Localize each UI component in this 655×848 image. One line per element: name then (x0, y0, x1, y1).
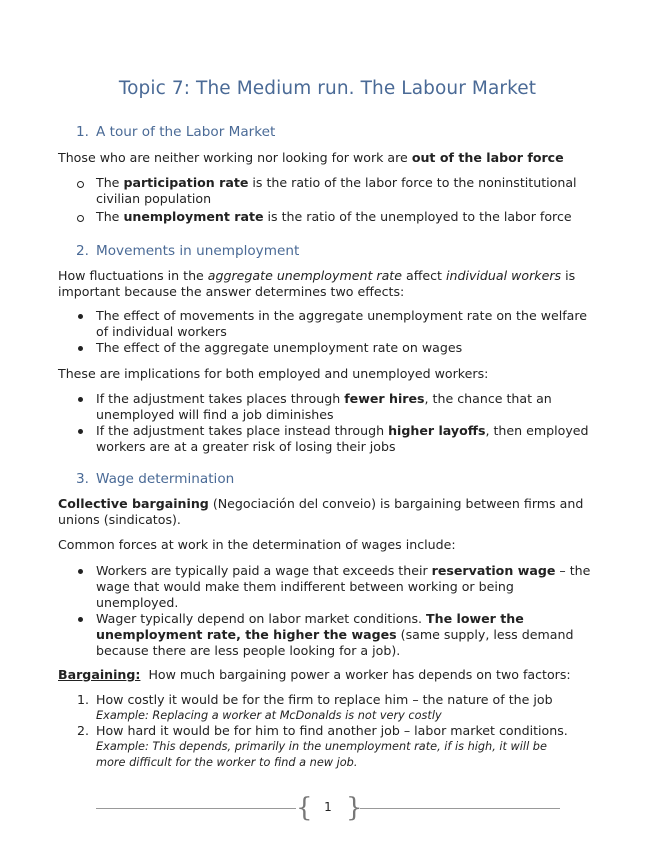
list-item: The effect of movements in the aggregate unemployment rate on the welfare of individual workers (96, 308, 588, 339)
bold-text: higher layoffs (388, 423, 486, 438)
text: , then employed workers are at a greater risk of losing their jobs (96, 423, 589, 454)
text: (same supply, less demand because there are less people looking for a job). (96, 627, 574, 658)
bullet-icon (78, 397, 83, 402)
bullet-icon (78, 314, 83, 319)
section-title: Movements in unemployment (96, 243, 300, 259)
section-title: Wage determination (96, 471, 235, 487)
paragraph (58, 268, 603, 300)
bold-text: unemployment rate (123, 209, 264, 224)
bold-text: reservation wage (431, 563, 556, 578)
footer-rule-right (360, 808, 560, 809)
section-number: 3. (76, 471, 89, 487)
section-number: 2. (76, 243, 89, 259)
list-item (96, 723, 606, 771)
text: If the adjustment takes place instead through (96, 423, 389, 438)
bullet-icon (78, 569, 83, 574)
example-text: Example: This depends, primarily in the unemployment rate, if is high, it will be more difficult for the worker to find a new job. (96, 740, 547, 769)
paragraph (58, 150, 603, 166)
bold-text: fewer hires (344, 391, 425, 406)
bold-text: The lower the unemployment rate, the higher the wages (96, 611, 524, 642)
list-number: 1. (77, 692, 90, 707)
paragraph: Common forces at work in the determination of wages include: (58, 537, 456, 552)
bullet-icon (78, 617, 83, 622)
bullet-icon (78, 429, 83, 434)
text: affect (401, 268, 446, 283)
list-number: 2. (77, 723, 90, 738)
text: is the ratio of the labor force to the noninstitutional civilian population (96, 175, 577, 206)
paragraph (58, 667, 603, 683)
section-title: A tour of the Labor Market (96, 124, 276, 140)
text: The (96, 175, 124, 190)
underlined-label: Bargaining: (58, 667, 141, 682)
text: How much bargaining power a worker has depends on two factors: (140, 667, 571, 682)
left-brace-icon: { (296, 793, 313, 823)
circle-bullet-icon (77, 215, 84, 222)
text: The (96, 209, 124, 224)
list-item (96, 175, 596, 207)
list-item (96, 611, 596, 659)
footer-rule-left (96, 808, 296, 809)
text: Those who are neither working nor looking for work are (58, 150, 412, 165)
text: , the chance that an unemployed will find a job diminishes (96, 391, 552, 422)
bold-text: Collective bargaining (58, 496, 209, 511)
text: If the adjustment takes places through (96, 391, 345, 406)
italic-text: individual workers (446, 268, 562, 283)
text: Wager typically depend on labor market conditions. (96, 611, 427, 626)
text: (Negociación del conveio) is bargaining between firms and unions (sindicatos). (58, 496, 584, 527)
page-title: Topic 7: The Medium run. The Labour Market (118, 78, 537, 99)
list-item (96, 563, 596, 611)
bullet-icon (78, 346, 83, 351)
text: is important because the answer determines two effects: (58, 268, 576, 299)
example-text: Example: Replacing a worker at McDonalds is not very costly (96, 709, 442, 722)
list-item (96, 391, 596, 423)
list-item (96, 423, 596, 455)
text: How fluctuations in the (58, 268, 208, 283)
list-item: The effect of the aggregate unemployment rate on wages (96, 340, 463, 355)
bold-text: participation rate (123, 175, 249, 190)
paragraph (58, 496, 603, 528)
text: How hard it would be for him to find another job – labor market conditions. (96, 723, 568, 738)
text: How costly it would be for the firm to replace him – the nature of the job (96, 692, 553, 707)
italic-text: aggregate unemployment rate (207, 268, 402, 283)
paragraph: These are implications for both employed and unemployed workers: (58, 366, 489, 381)
list-item (96, 209, 596, 225)
text: Workers are typically paid a wage that exceeds their (96, 563, 432, 578)
right-brace-icon: } (346, 793, 363, 823)
page-number: 1 (324, 800, 332, 814)
circle-bullet-icon (77, 181, 84, 188)
section-number: 1. (76, 124, 89, 140)
list-item (96, 692, 606, 724)
text: – the wage that would make them indifferent between working or being unemployed. (96, 563, 591, 610)
bold-text: out of the labor force (411, 150, 564, 165)
text: is the ratio of the unemployed to the labor force (263, 209, 572, 224)
